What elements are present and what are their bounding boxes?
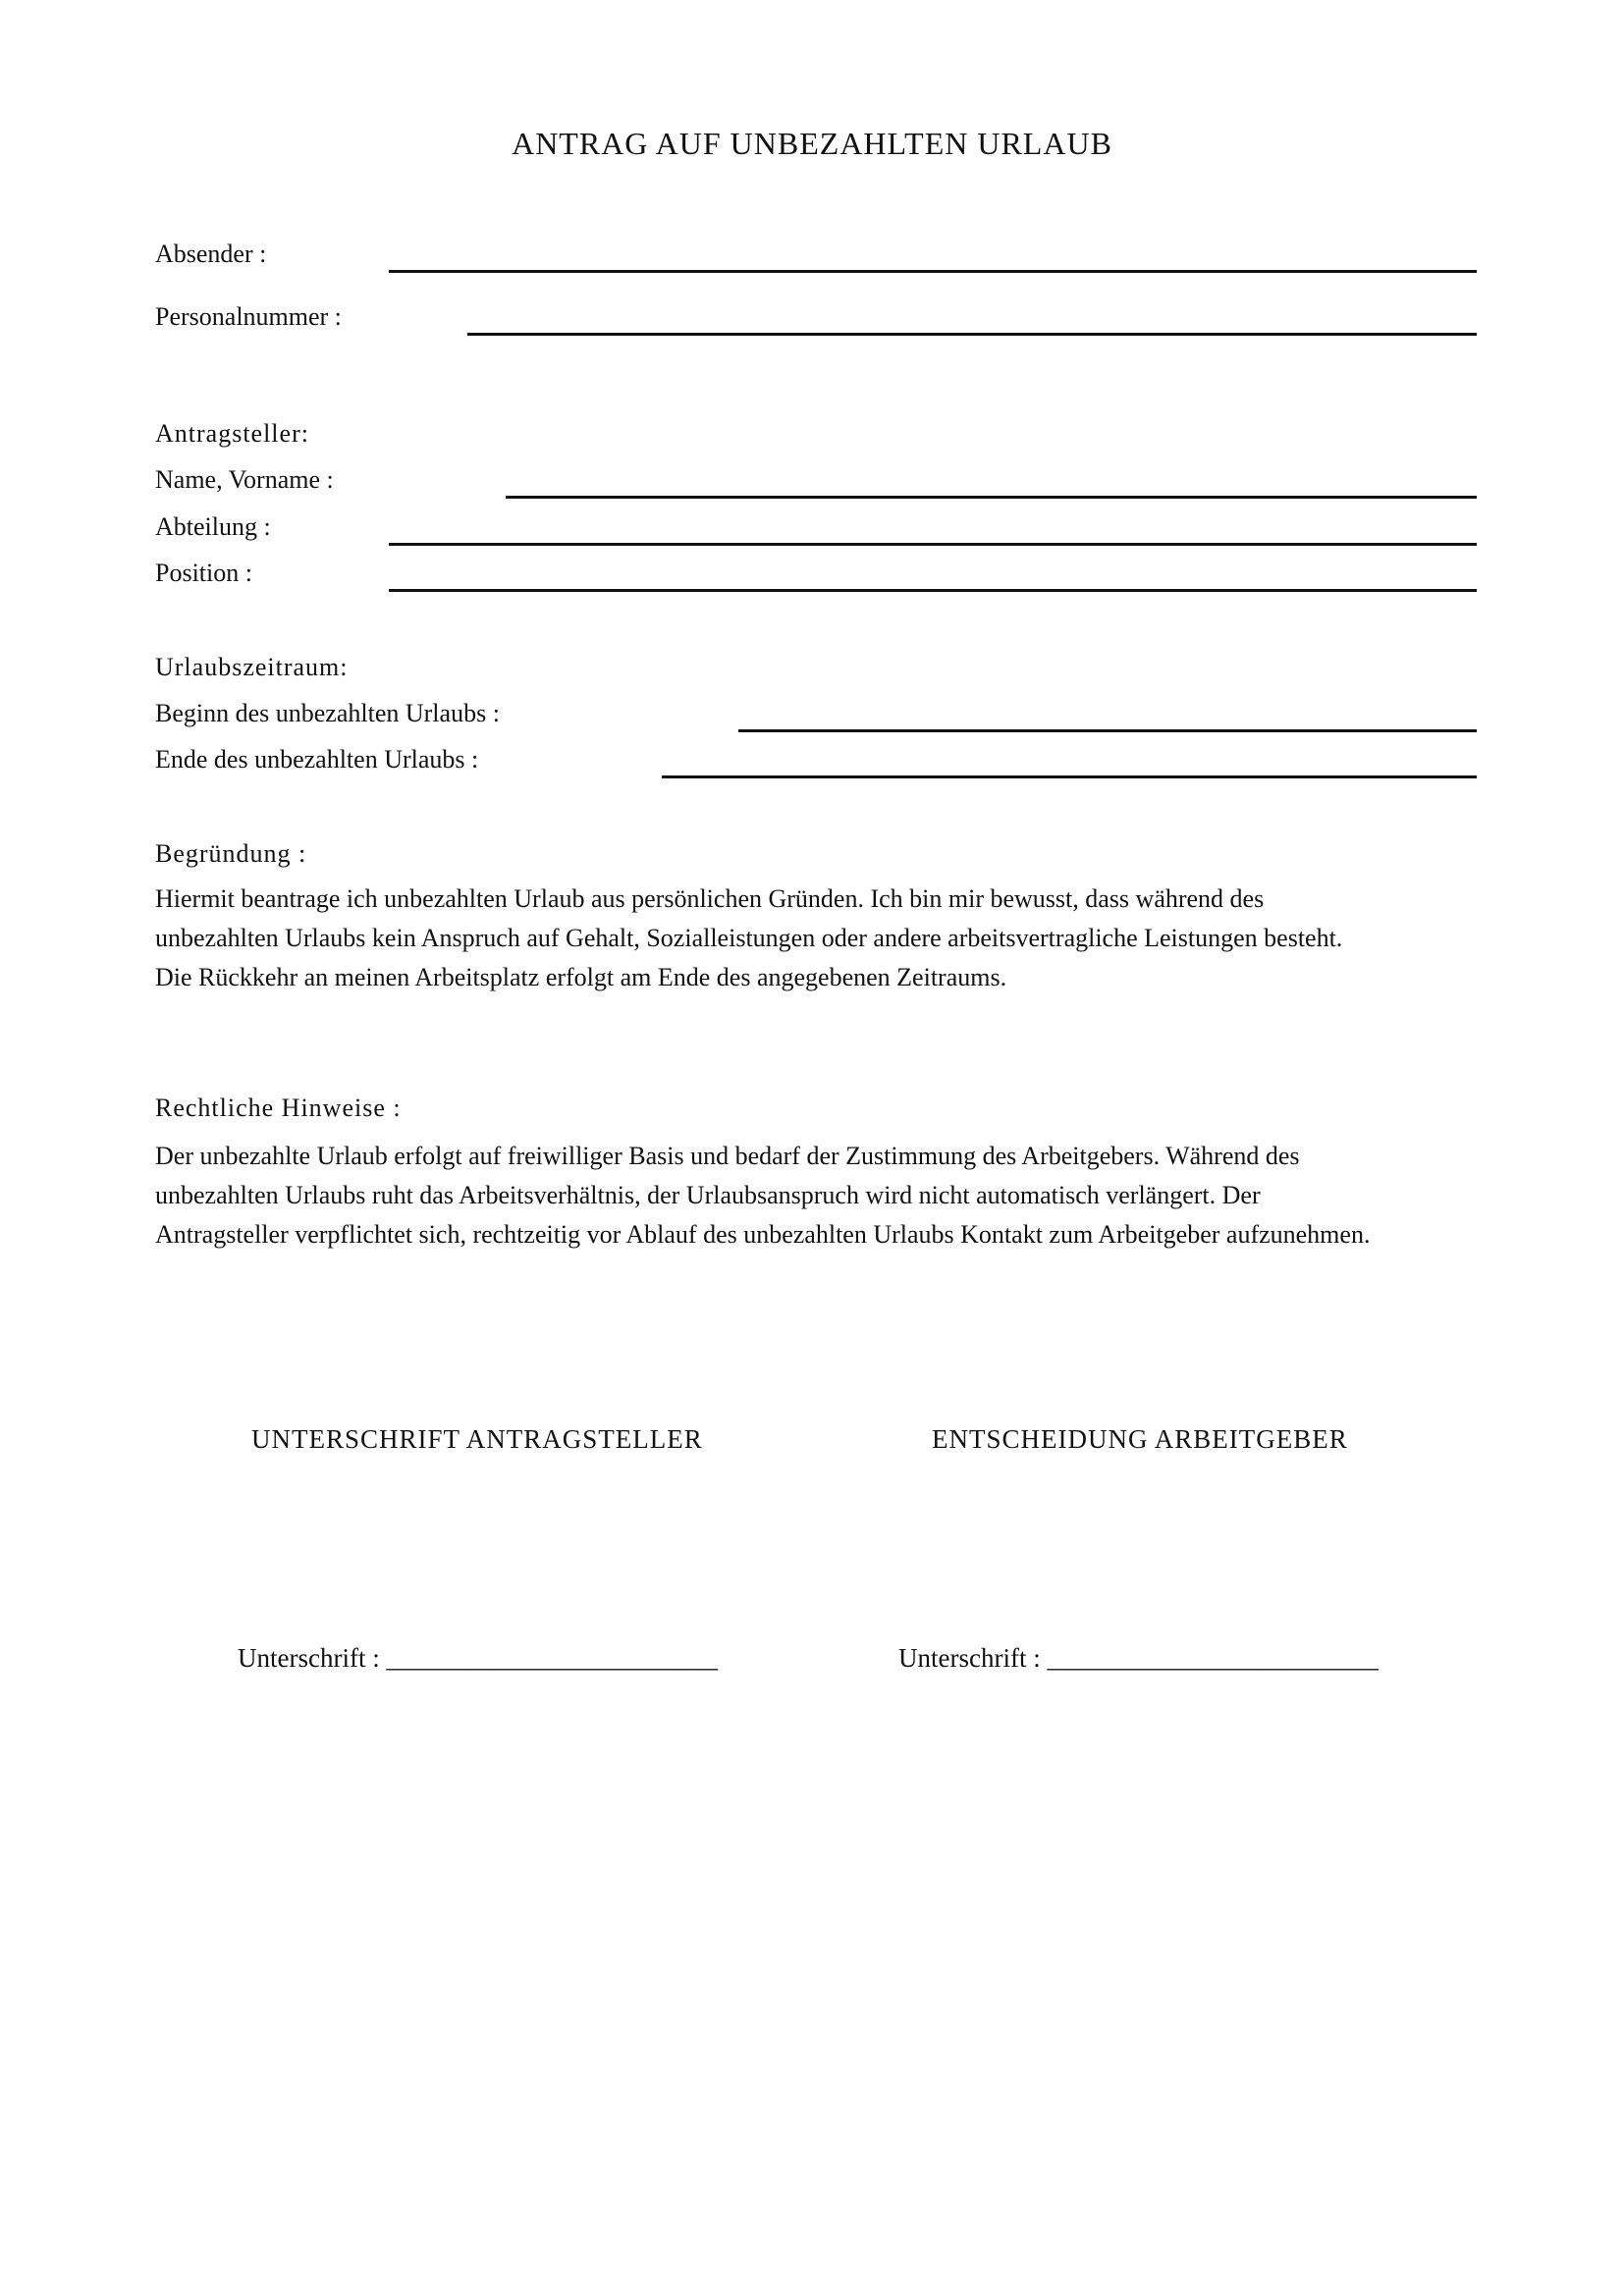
rechtliche-hinweise-paragraph [155, 1137, 1490, 1255]
name-vorname-label: Name, Vorname : [155, 465, 334, 494]
hinweise-line: unbezahlten Urlaubs ruht das Arbeitsverhältnis, der Urlaubsanspruch wird nicht automatisch verlängert. Der [155, 1181, 1261, 1209]
begruendung-paragraph [155, 880, 1490, 997]
position-field-line[interactable] [389, 589, 1477, 592]
begruendung-heading: Begründung : [155, 839, 307, 868]
antragsteller-signature-field[interactable]: Unterschrift : _________________________ [238, 1643, 718, 1673]
document-title: ANTRAG AUF UNBEZAHLTEN URLAUB [512, 126, 1112, 161]
absender-label: Absender : [155, 240, 267, 268]
hinweise-line: Antragsteller verpflichtet sich, rechtzeitig vor Ablauf des unbezahlten Urlaubs Kontakt zum Arbeitgeber aufzunehmen. [155, 1220, 1371, 1249]
arbeitgeber-signature-field[interactable]: Unterschrift : _________________________ [898, 1643, 1379, 1673]
beginn-label: Beginn des unbezahlten Urlaubs : [155, 699, 500, 727]
name-vorname-field-line[interactable] [506, 496, 1477, 499]
urlaubszeitraum-heading: Urlaubszeitraum: [155, 653, 349, 681]
personalnummer-label: Personalnummer : [155, 302, 342, 331]
begruendung-line: Die Rückkehr an meinen Arbeitsplatz erfolgt am Ende des angegebenen Zeitraums. [155, 963, 1007, 991]
unterschrift-antragsteller-heading: UNTERSCHRIFT ANTRAGSTELLER [251, 1424, 703, 1454]
entscheidung-arbeitgeber-heading: ENTSCHEIDUNG ARBEITGEBER [932, 1424, 1348, 1454]
beginn-field-line[interactable] [738, 729, 1477, 732]
abteilung-label: Abteilung : [155, 512, 271, 541]
absender-field-line[interactable] [389, 270, 1477, 273]
begruendung-line: unbezahlten Urlaubs kein Anspruch auf Gehalt, Sozialleistungen oder andere arbeitsvertragliche Leistungen besteht. [155, 924, 1343, 952]
antragsteller-heading: Antragsteller: [155, 419, 309, 448]
hinweise-line: Der unbezahlte Urlaub erfolgt auf freiwilliger Basis und bedarf der Zustimmung des Arbeitgebers. Während des [155, 1142, 1300, 1170]
ende-field-line[interactable] [662, 775, 1477, 778]
position-label: Position : [155, 559, 252, 587]
abteilung-field-line[interactable] [389, 543, 1477, 546]
rechtliche-hinweise-heading: Rechtliche Hinweise : [155, 1094, 402, 1122]
begruendung-line: Hiermit beantrage ich unbezahlten Urlaub aus persönlichen Gründen. Ich bin mir bewusst, dass während des [155, 884, 1265, 913]
personalnummer-field-line[interactable] [467, 333, 1477, 336]
ende-label: Ende des unbezahlten Urlaubs : [155, 745, 479, 774]
